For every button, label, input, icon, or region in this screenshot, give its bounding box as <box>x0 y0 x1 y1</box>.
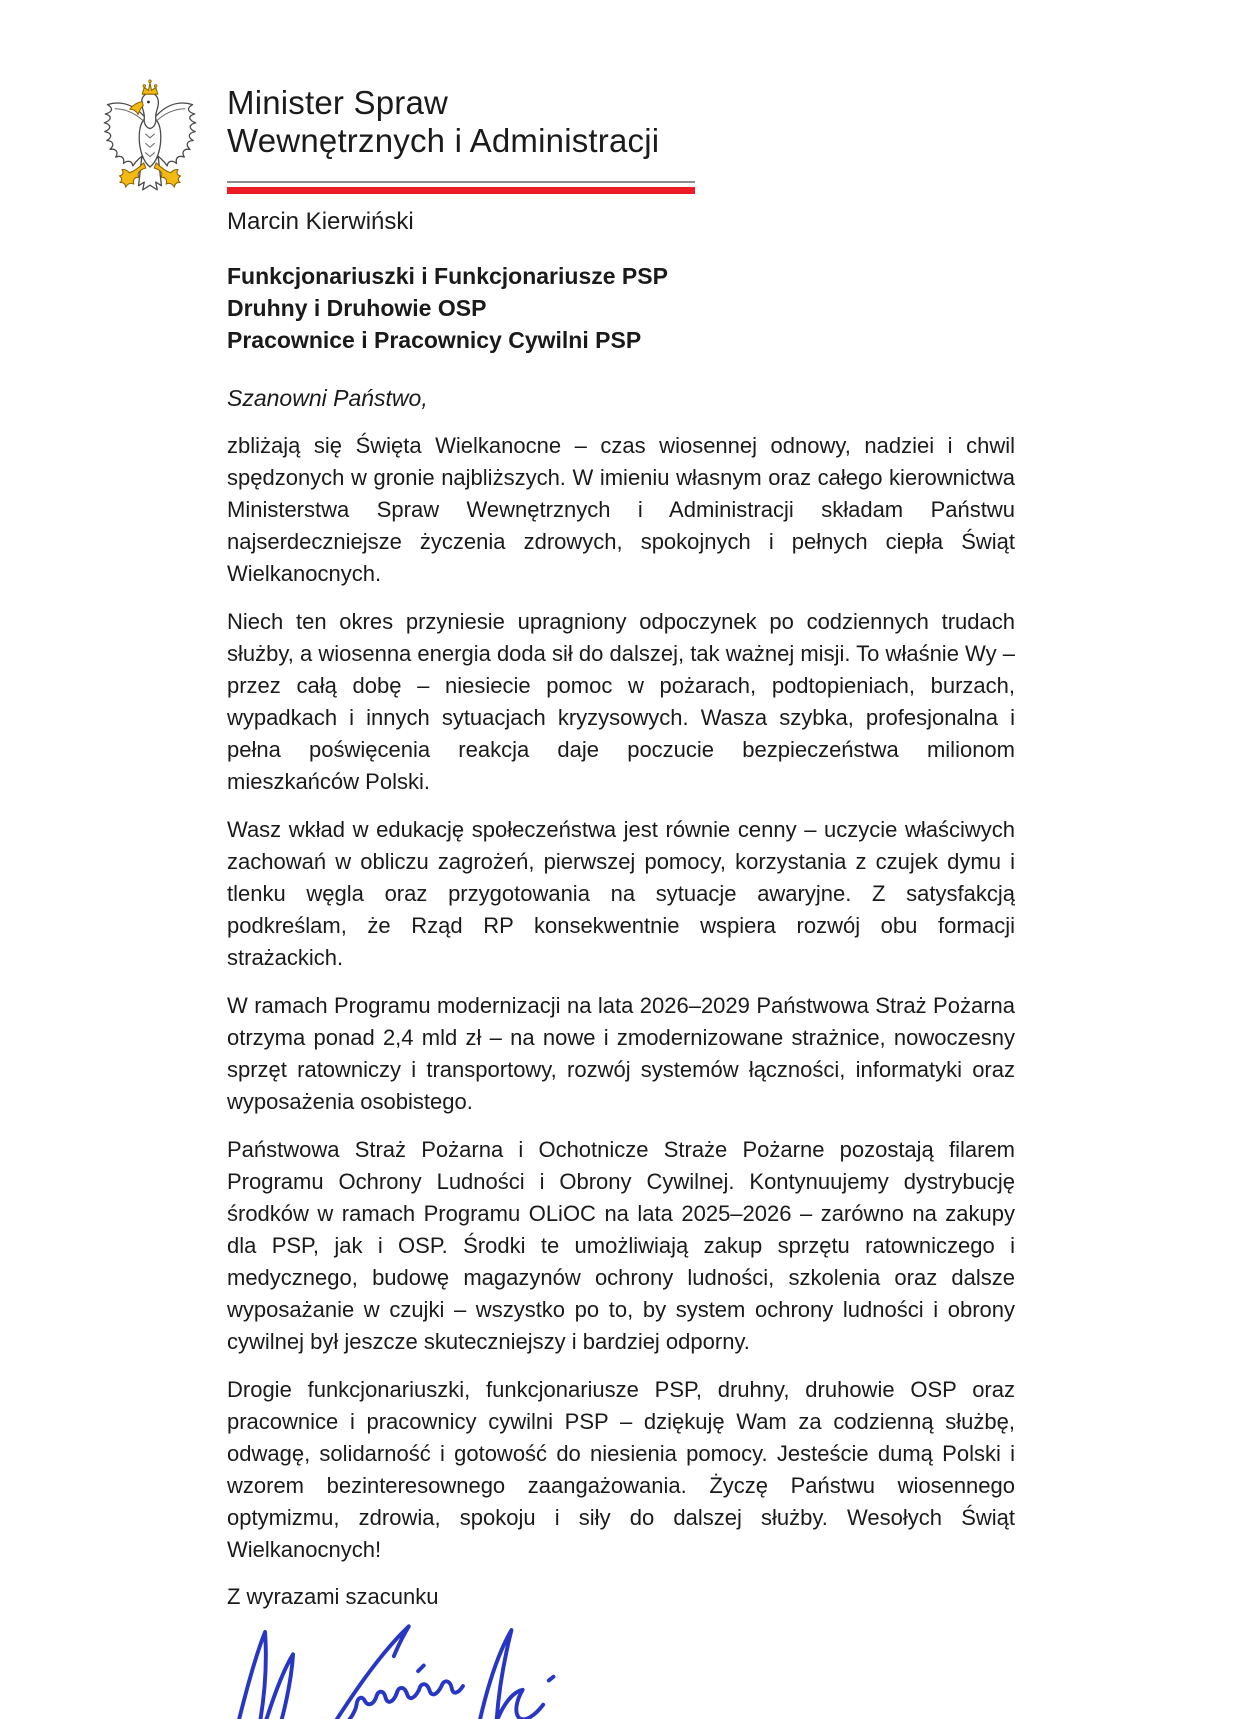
paragraph-5: Państwowa Straż Pożarna i Ochotnicze Straże Pożarne pozostają filarem Programu Ochrony Ludności i Obrony Cywilnej. Kontynuujemy dystrybucję środków w ramach Programu OLiOC na lata 2025–2026 – zarówno na zakupy dla PSP, jak i OSP. Środki te umożliwiają zakup sprzętu ratowniczego i medycznego, budowę magazynów ochrony ludności, szkolenia oraz dalsze wyposażanie w czujki – wszystko po to, by system ochrony ludności i obrony cywilnej był jeszcze skuteczniejszy i bardziej odporny. <box>227 1137 1015 1354</box>
minister-name: Marcin Kierwiński <box>227 208 414 235</box>
recipient-line: Druhny i Druhowie OSP <box>227 295 487 321</box>
salutation: Szanowni Państwo, <box>227 385 428 411</box>
ministry-title-line1: Minister Spraw <box>227 84 449 121</box>
paragraph-2: Niech ten okres przyniesie upragniony odpoczynek po codziennych trudach służby, a wiosenna energia doda sił do dalszej, tak ważnej misji. To właśnie Wy – przez całą dobę – niesiecie pomoc w pożarach, podtopieniach, burzach, wypadkach i innych sytuacjach kryzysowych. Wasza szybka, profesjonalna i pełna poświęcenia reakcja daje poczucie bezpieczeństwa milionom mieszkańców Polski. <box>227 609 1015 794</box>
recipients-block <box>227 260 1015 356</box>
closing-line: Z wyrazami szacunku <box>227 1584 439 1609</box>
paragraph-3: Wasz wkład w edukację społeczeństwa jest równie cenny – uczycie właściwych zachowań w obliczu zagrożeń, pierwszej pomocy, korzystania z czujek dymu i tlenku węgla oraz przygotowania na sytuacje awaryjne. Z satysfakcją podkreślam, że Rząd RP konsekwentnie wspiera rozwój obu formacji strażackich. <box>227 817 1015 970</box>
divider-red-line <box>227 187 695 194</box>
header-divider <box>227 181 695 194</box>
paragraph-6: Drogie funkcjonariuszki, funkcjonariusze PSP, druhny, druhowie OSP oraz pracownice i pracownicy cywilni PSP – dziękuję Wam za codzienną służbę, odwagę, solidarność i gotowość do niesienia pomocy. Jesteście dumą Polski i wzorem bezinteresownego zaangażowania. Życzę Państwu wiosennego optymizmu, zdrowia, spokoju i siły do dalszej służby. Wesołych Świąt Wielkanocnych! <box>227 1377 1015 1562</box>
letterhead-text <box>227 78 695 236</box>
letterhead <box>98 78 695 236</box>
letter-body <box>227 260 1015 1719</box>
divider-gray-line <box>227 181 695 183</box>
ministry-title-line2: Wewnętrznych i Administracji <box>227 122 660 159</box>
recipient-line: Pracownice i Pracownicy Cywilni PSP <box>227 327 642 353</box>
paragraph-1: zbliżają się Święta Wielkanocne – czas wiosennej odnowy, nadziei i chwil spędzonych w gronie najbliższych. W imieniu własnym oraz całego kierownictwa Ministerstwa Spraw Wewnętrznych i Administracji składam Państwu najserdeczniejsze życzenia zdrowych, spokojnych i pełnych ciepła Świąt Wielkanocnych. <box>227 433 1015 586</box>
signature-handwriting <box>217 1617 567 1719</box>
recipient-line: Funkcjonariuszki i Funkcjonariusze PSP <box>227 263 668 289</box>
polish-eagle-emblem-icon <box>98 78 202 204</box>
paragraph-4: W ramach Programu modernizacji na lata 2026–2029 Państwowa Straż Pożarna otrzyma ponad 2,4 mld zł – na nowe i zmodernizowane strażnice, nowoczesny sprzęt ratowniczy i transportowy, rozwój systemów łączności, informatyki oraz wyposażenia osobistego. <box>227 993 1015 1114</box>
